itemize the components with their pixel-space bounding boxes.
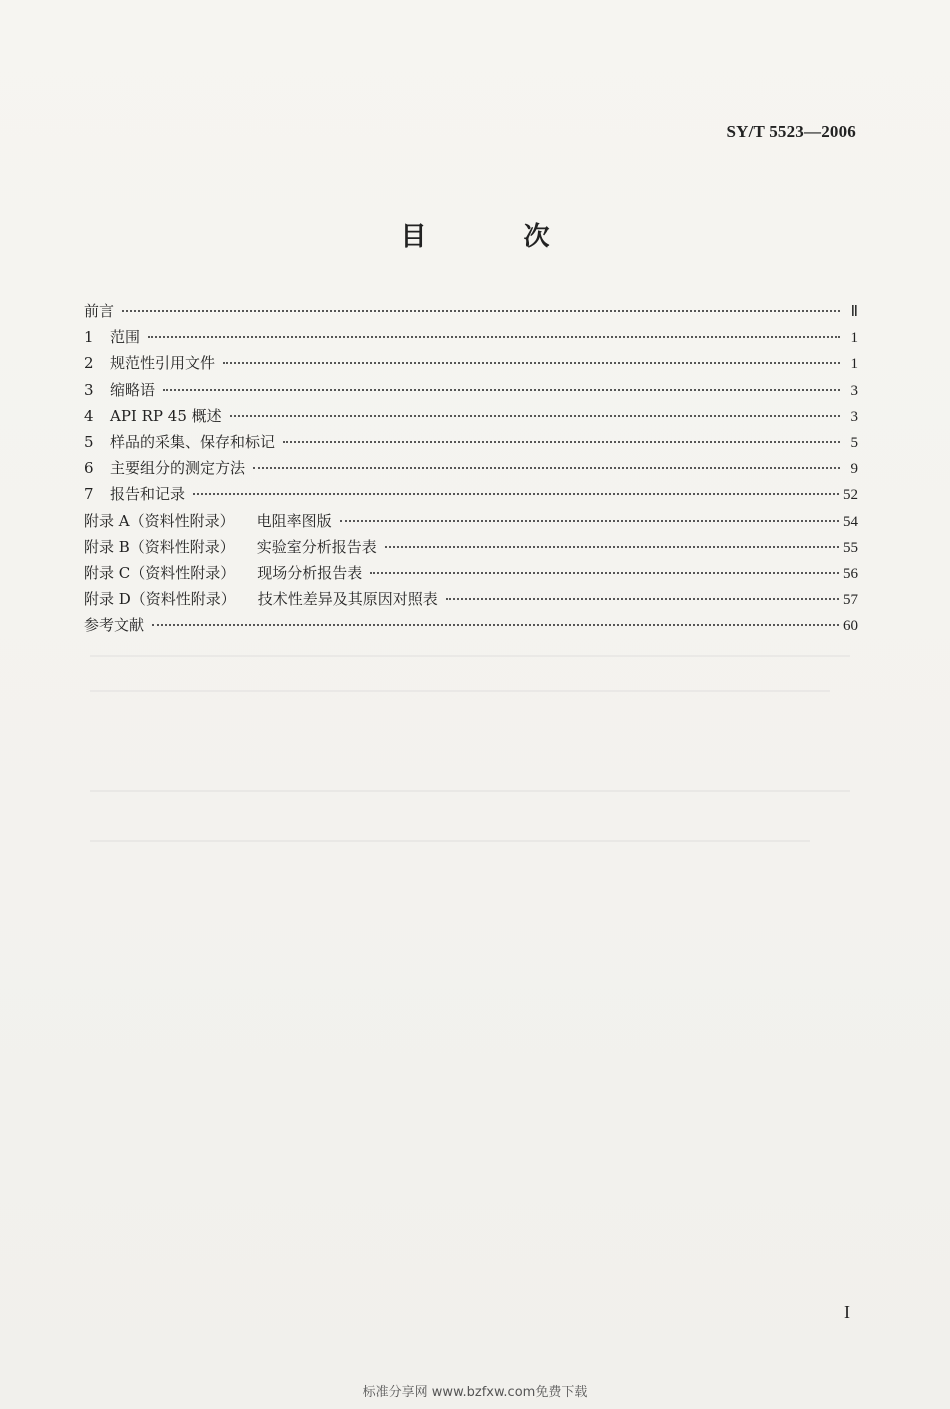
toc-entry-subtitle: 实验室分析报告表	[256, 537, 377, 556]
toc-entry-page: 1	[850, 330, 858, 347]
toc-dot-leader	[152, 624, 839, 626]
toc-entry-text: 附录 B（资料性附录）	[84, 537, 235, 556]
toc-entry[interactable]	[84, 510, 858, 536]
toc-entry-number: 6	[84, 459, 94, 478]
toc-entry-subtitle: 现场分析报告表	[257, 563, 363, 582]
toc-dot-leader	[223, 362, 840, 364]
document-code: SY/T 5523—2006	[726, 122, 856, 141]
toc-entry[interactable]	[84, 352, 858, 378]
toc-dot-leader	[385, 546, 839, 548]
toc-dot-leader	[230, 415, 840, 417]
toc-entry[interactable]	[84, 379, 858, 405]
toc-entry[interactable]	[84, 405, 858, 431]
toc-entry-text: API RP 45 概述	[110, 406, 222, 425]
toc-entry-text: 附录 D（资料性附录）	[84, 590, 236, 609]
toc-entry-text: 主要组分的测定方法	[110, 459, 246, 478]
toc-dot-leader	[283, 441, 840, 443]
toc-entry-label	[84, 405, 226, 426]
page-number: I	[844, 1302, 850, 1322]
toc-entry[interactable]	[84, 483, 858, 509]
show-through-mark	[90, 690, 830, 692]
toc-entry-page: Ⅱ	[850, 304, 858, 320]
toc-entry-text: 报告和记录	[110, 485, 186, 504]
toc-entry-number: 4	[84, 406, 94, 425]
toc-dot-leader	[446, 598, 839, 600]
table-of-contents	[84, 300, 858, 640]
toc-entry-page: 55	[843, 539, 858, 556]
toc-entry-text: 缩略语	[110, 380, 156, 399]
toc-entry-label	[84, 562, 366, 583]
toc-entry[interactable]	[84, 588, 858, 614]
toc-entry[interactable]	[84, 614, 858, 640]
toc-entry-label	[84, 614, 148, 635]
toc-entry-label	[84, 510, 336, 531]
toc-entry-text: 范围	[110, 328, 141, 347]
toc-entry-text: 规范性引用文件	[110, 354, 216, 373]
toc-entry-label	[84, 536, 381, 557]
toc-entry-text: 前言	[84, 302, 115, 320]
toc-dot-leader	[193, 493, 839, 495]
toc-entry-subtitle: 电阻率图版	[256, 511, 332, 530]
toc-entry-text: 样品的采集、保存和标记	[110, 432, 276, 451]
toc-entry[interactable]	[84, 431, 858, 457]
toc-entry-page: 1	[850, 356, 858, 373]
toc-entry-label	[84, 300, 118, 321]
toc-entry[interactable]	[84, 457, 858, 483]
toc-entry-page: 3	[850, 408, 858, 425]
toc-entry[interactable]	[84, 300, 858, 326]
toc-entry-page: 57	[843, 592, 858, 609]
toc-entry-page: 54	[843, 513, 858, 530]
toc-entry-label	[84, 431, 279, 452]
toc-dot-leader	[148, 336, 840, 338]
toc-entry-label	[84, 326, 144, 347]
toc-entry-text: 附录 A（资料性附录）	[84, 511, 235, 530]
toc-entry-subtitle: 技术性差异及其原因对照表	[257, 590, 438, 609]
toc-entry-page: 60	[843, 618, 858, 635]
toc-entry-label	[84, 457, 249, 478]
toc-entry-page: 5	[850, 434, 858, 451]
toc-dot-leader	[370, 572, 839, 574]
toc-entry-number: 3	[84, 380, 94, 399]
toc-entry-label	[84, 352, 219, 373]
toc-entry-page: 3	[850, 382, 858, 399]
toc-dot-leader	[122, 310, 840, 312]
toc-entry-text: 参考文献	[84, 616, 145, 635]
toc-entry-text: 附录 C（资料性附录）	[84, 563, 236, 582]
toc-dot-leader	[163, 389, 840, 391]
toc-entry-number: 1	[84, 328, 94, 347]
toc-entry-number: 7	[84, 485, 94, 504]
toc-entry-page: 56	[843, 565, 858, 582]
toc-entry-label	[84, 588, 442, 609]
toc-entry-label	[84, 379, 159, 400]
toc-dot-leader	[340, 520, 839, 522]
toc-entry[interactable]	[84, 536, 858, 562]
toc-entry-number: 2	[84, 354, 94, 373]
show-through-mark	[90, 840, 810, 842]
footer-watermark: 标准分享网 www.bzfxw.com免费下载	[362, 1385, 588, 1400]
toc-entry[interactable]	[84, 326, 858, 352]
show-through-mark	[90, 655, 850, 657]
toc-entry-page: 52	[843, 487, 858, 504]
toc-dot-leader	[253, 467, 840, 469]
toc-entry-page: 9	[850, 461, 858, 478]
toc-entry-label	[84, 483, 189, 504]
show-through-mark	[90, 790, 850, 792]
toc-title: 目 次	[400, 222, 594, 252]
toc-entry[interactable]	[84, 562, 858, 588]
toc-entry-number: 5	[84, 432, 94, 451]
